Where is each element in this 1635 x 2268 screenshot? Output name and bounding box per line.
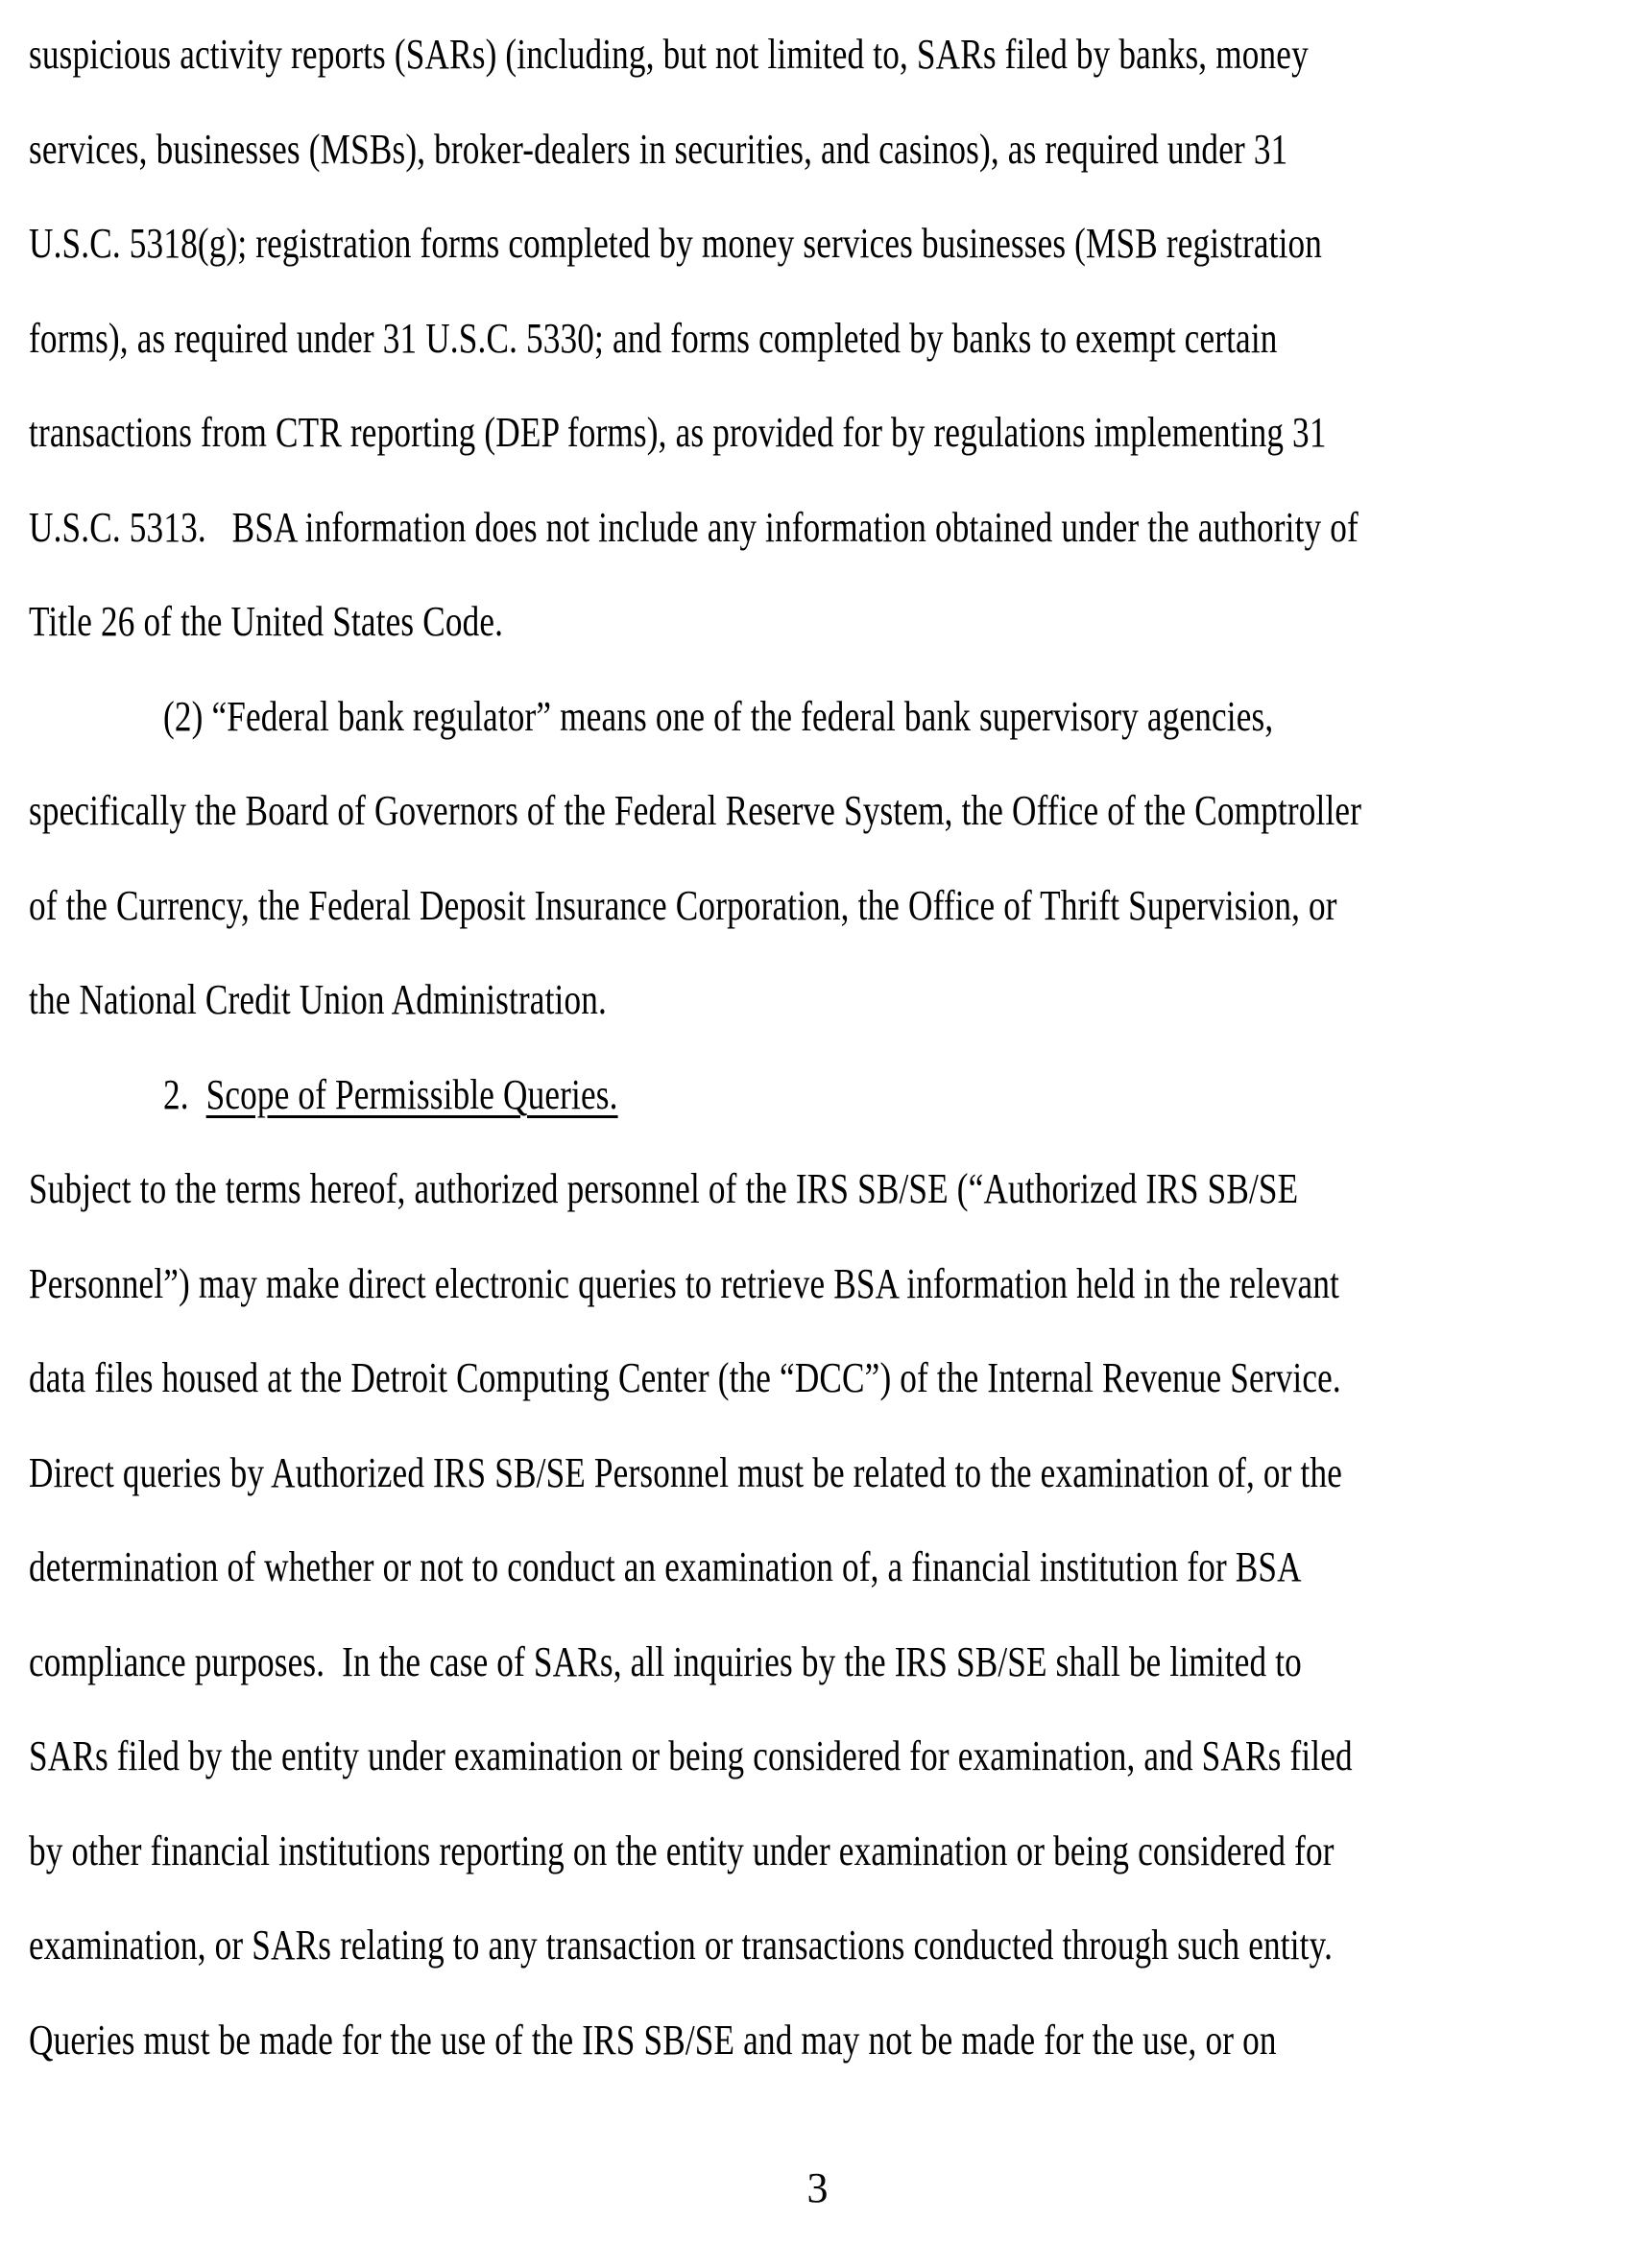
text-segment: (2) “Federal bank regulator” means one of the federal bank supervisory agencies, — [163, 692, 1274, 740]
text-segment: SARs filed by the entity under examination or being considered for examination, and SARs filed — [29, 1732, 1353, 1779]
section-heading-title: Scope of Permissible Queries. — [205, 1070, 618, 1118]
text-segment: by other financial institutions reporting on the entity under examination or being considered for — [29, 1826, 1334, 1874]
text-line — [29, 1898, 1334, 1993]
text-segment: Title 26 of the United States Code. — [29, 598, 504, 645]
text-line — [29, 1993, 1304, 2089]
text-segment: suspicious activity reports (SARs) (including, but not limited to, SARs filed by banks, money — [29, 31, 1309, 78]
document-text — [29, 8, 1623, 2088]
text-line — [29, 764, 1362, 859]
text-line — [29, 670, 1304, 765]
text-segment: forms), as required under 31 U.S.C. 5330; and forms completed by banks to exempt certain — [29, 314, 1278, 362]
text-segment: data files housed at the Detroit Computing Center (the “DCC”) of the Internal Revenue Service. — [29, 1354, 1341, 1401]
text-line — [29, 292, 1304, 387]
text-segment: of the Currency, the Federal Deposit Insurance Corporation, the Office of Thrift Supervision, or — [29, 881, 1337, 929]
text-line — [29, 197, 1323, 292]
text-segment: transactions from CTR reporting (DEP forms), as provided for by regulations implementing 31 — [29, 409, 1327, 456]
text-line — [29, 575, 1304, 670]
text-line — [29, 953, 1304, 1048]
text-segment: Direct queries by Authorized IRS SB/SE Personnel must be related to the examination of, or the — [29, 1448, 1343, 1496]
text-line — [29, 1426, 1343, 1521]
text-line — [29, 1615, 1304, 1710]
text-segment: determination of whether or not to conduct an examination of, a financial institution for BSA — [29, 1543, 1302, 1590]
text-segment: compliance purposes. In the case of SARs, all inquiries by the IRS SB/SE shall be limited to — [29, 1637, 1302, 1685]
text-line — [29, 1142, 1304, 1237]
text-segment: Subject to the terms hereof, authorized personnel of the IRS SB/SE (“Authorized IRS SB/SE — [29, 1165, 1299, 1212]
text-line — [29, 1520, 1304, 1615]
text-segment: U.S.C. 5313. BSA information does not include any information obtained under the authority of — [29, 503, 1358, 551]
text-segment: Personnel”) may make direct electronic queries to retrieve BSA information held in the relevant — [29, 1259, 1340, 1307]
text-line — [29, 386, 1327, 481]
text-segment: examination, or SARs relating to any transaction or transactions conducted through such entity. — [29, 1922, 1334, 1969]
section-heading — [29, 1048, 1304, 1143]
text-line — [29, 8, 1309, 103]
text-line — [29, 859, 1337, 954]
text-segment: specifically the Board of Governors of the Federal Reserve System, the Office of the Comptroller — [29, 787, 1362, 834]
text-segment: Queries must be made for the use of the IRS SB/SE and may not be made for the use, or on — [29, 2016, 1277, 2064]
text-line — [29, 103, 1304, 198]
text-segment: services, businesses (MSBs), broker-dealers in securities, and casinos), as required under 31 — [29, 125, 1288, 173]
text-line — [29, 1237, 1340, 1332]
text-line — [29, 1709, 1353, 1804]
text-segment: 2. — [163, 1070, 206, 1118]
text-segment: U.S.C. 5318(g); registration forms completed by money services businesses (MSB registration — [29, 220, 1323, 267]
text-line — [29, 1804, 1334, 1899]
text-segment: the National Credit Union Administration. — [29, 976, 607, 1023]
text-line — [29, 1331, 1341, 1426]
page-number: 3 — [806, 2164, 829, 2211]
text-line — [29, 481, 1358, 576]
